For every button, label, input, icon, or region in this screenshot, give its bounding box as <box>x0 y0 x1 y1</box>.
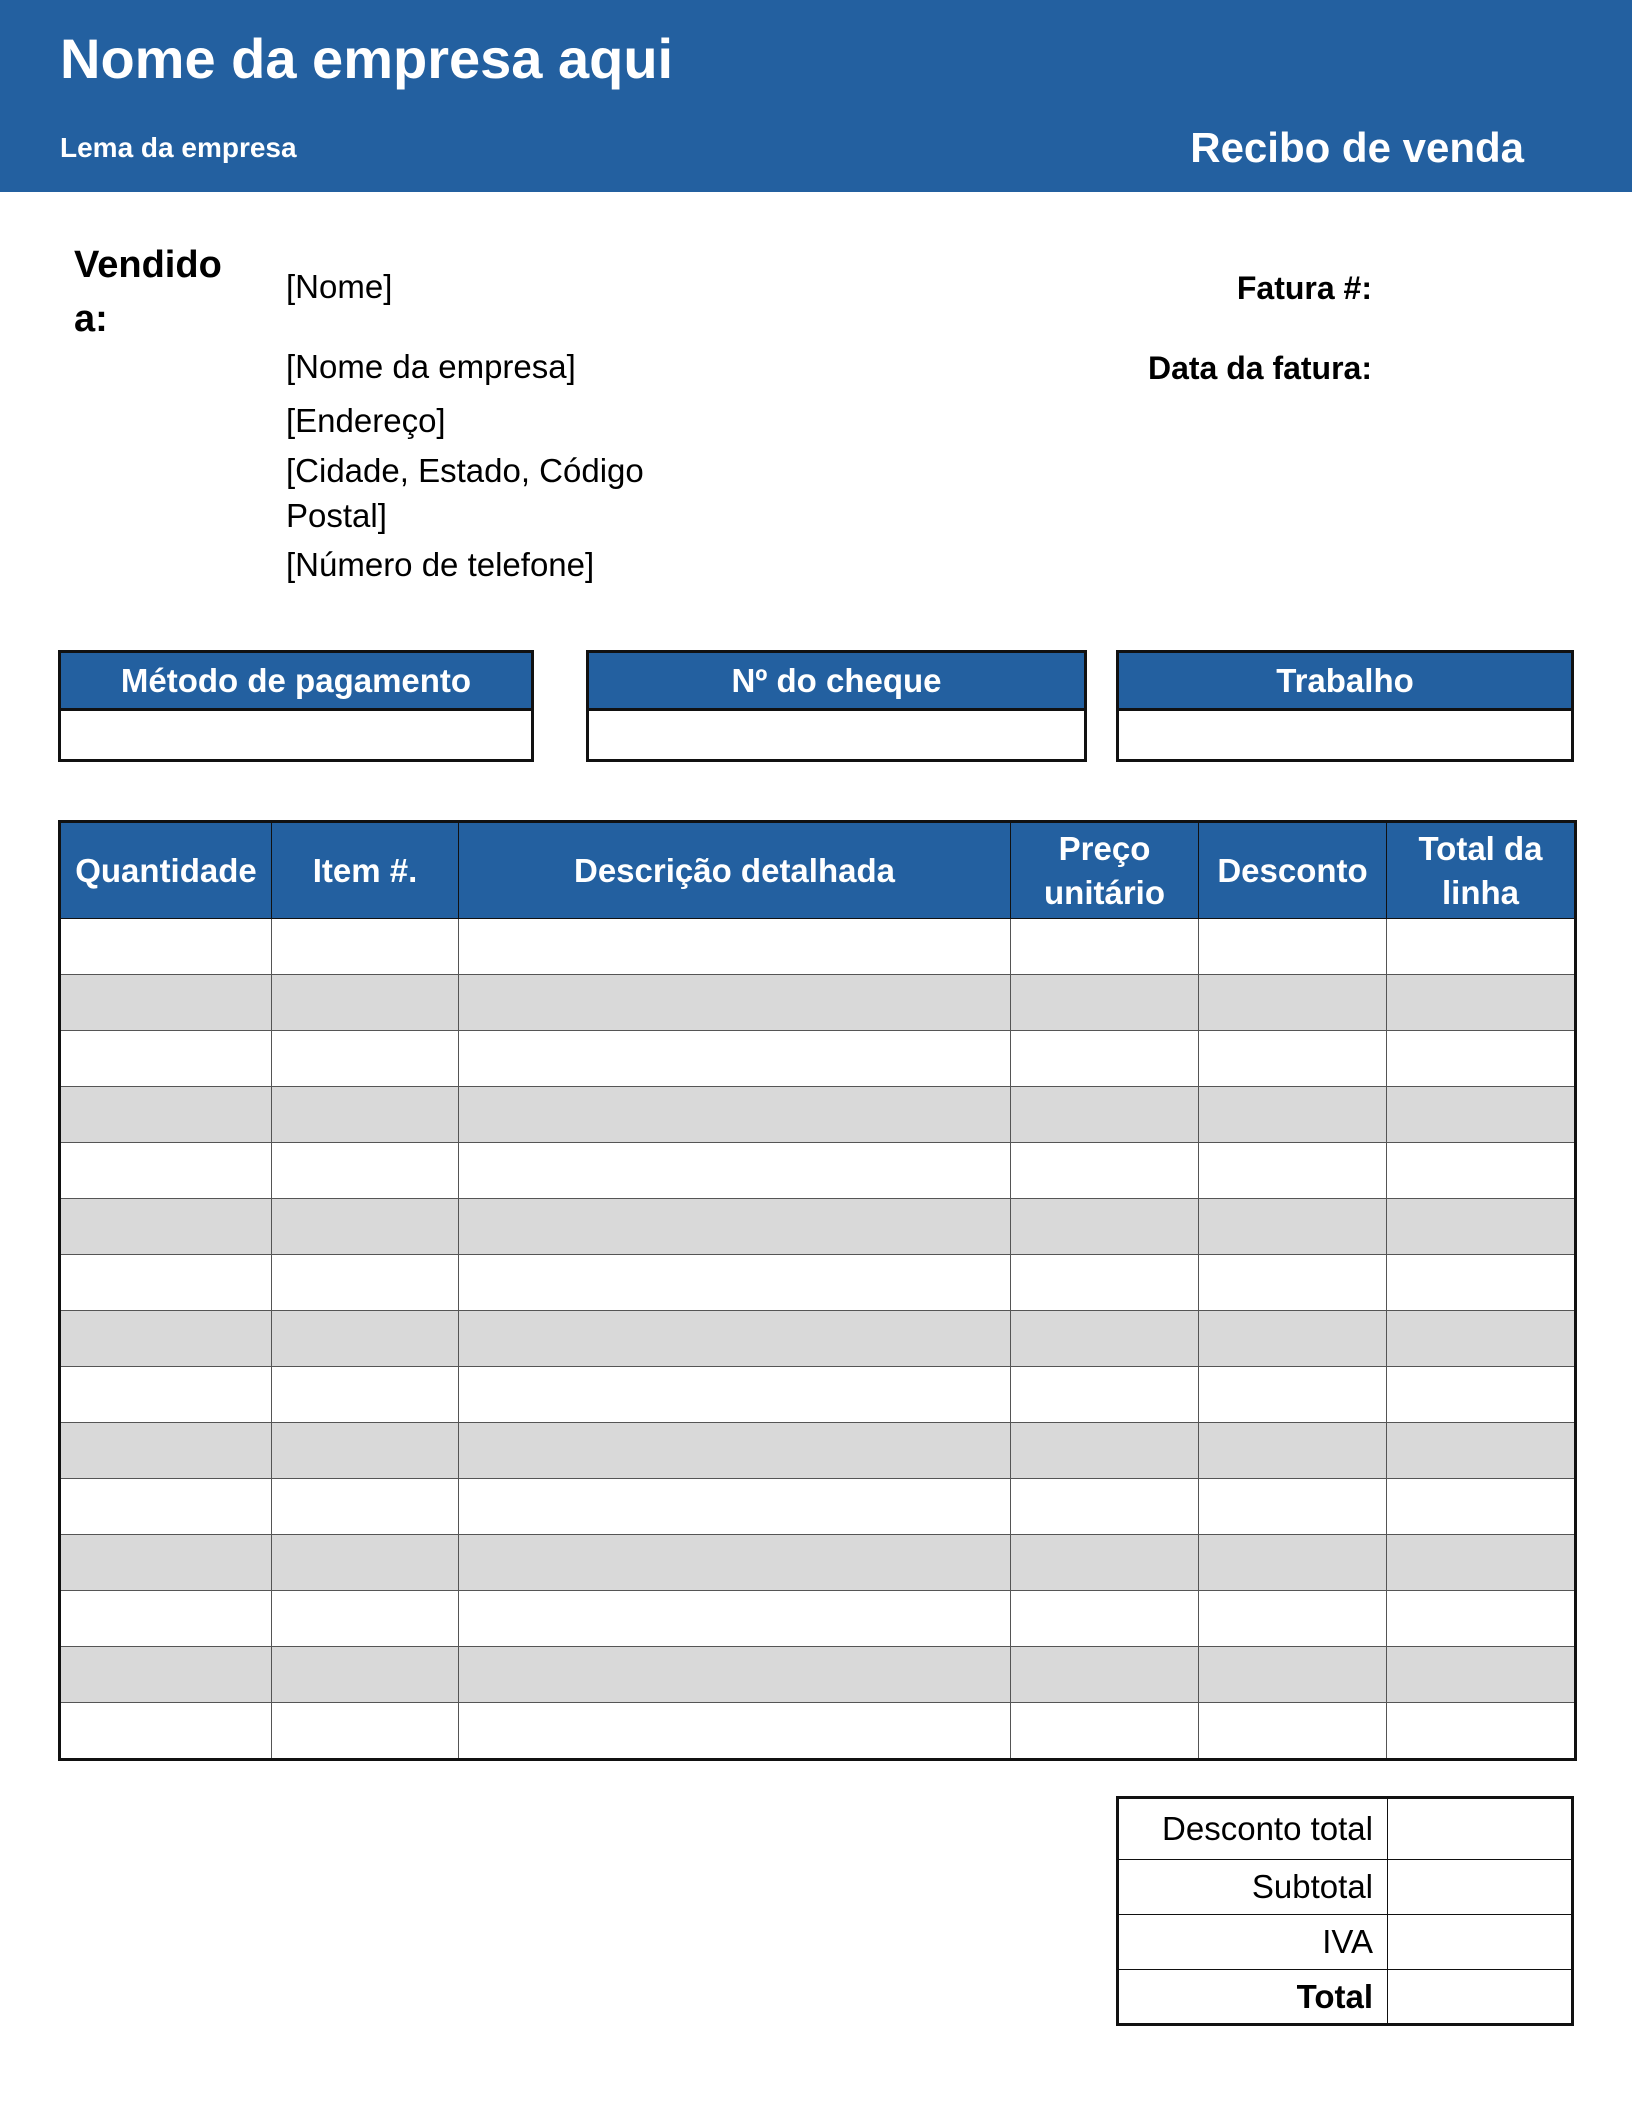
cell-quantity[interactable] <box>60 1591 272 1647</box>
table-row <box>60 975 1576 1031</box>
col-discount: Desconto <box>1199 822 1387 919</box>
cell-unit-price[interactable] <box>1011 1199 1199 1255</box>
subtotal-value[interactable] <box>1388 1860 1573 1915</box>
cell-unit-price[interactable] <box>1011 1087 1199 1143</box>
table-row <box>60 1311 1576 1367</box>
cell-unit-price[interactable] <box>1011 1423 1199 1479</box>
check-number-field[interactable] <box>589 711 1084 762</box>
document-title: Recibo de venda <box>1190 124 1524 171</box>
invoice-date-label: Data da fatura: <box>1147 350 1372 386</box>
table-row <box>60 1255 1576 1311</box>
payment-method-box <box>58 650 534 762</box>
cell-line-total[interactable] <box>1387 975 1576 1031</box>
cell-quantity[interactable] <box>60 1703 272 1760</box>
cell-quantity[interactable] <box>60 975 272 1031</box>
vat-label: IVA <box>1118 1915 1388 1970</box>
items-header-row <box>60 822 1576 919</box>
cell-description[interactable] <box>459 1647 1011 1703</box>
cell-unit-price[interactable] <box>1011 1367 1199 1423</box>
vat-value[interactable] <box>1388 1915 1573 1970</box>
table-row <box>60 1535 1576 1591</box>
cell-line-total[interactable] <box>1387 1367 1576 1423</box>
cell-item-number[interactable] <box>272 1479 459 1535</box>
cell-quantity[interactable] <box>60 1087 272 1143</box>
cell-discount[interactable] <box>1199 1087 1387 1143</box>
table-row <box>60 1087 1576 1143</box>
sold-to-phone[interactable]: [Número de telefone] <box>286 546 595 583</box>
table-row <box>60 1143 1576 1199</box>
cell-quantity[interactable] <box>60 1647 272 1703</box>
cell-quantity[interactable] <box>60 919 272 975</box>
sold-to-address[interactable]: [Endereço] <box>286 402 446 439</box>
company-name: Nome da empresa aqui <box>60 27 674 90</box>
cell-line-total[interactable] <box>1387 1199 1576 1255</box>
company-slogan: Lema da empresa <box>60 132 297 163</box>
cell-item-number[interactable] <box>272 1143 459 1199</box>
cell-quantity[interactable] <box>60 1423 272 1479</box>
cell-quantity[interactable] <box>60 1255 272 1311</box>
sold-to-city-state-zip[interactable]: [Cidade, Estado, Código Postal] <box>286 452 644 534</box>
cell-description[interactable] <box>459 1031 1011 1087</box>
cell-line-total[interactable] <box>1387 1479 1576 1535</box>
col-unit-price: Preço unitário <box>1011 822 1199 919</box>
job-box <box>1116 650 1574 762</box>
cell-discount[interactable] <box>1199 1311 1387 1367</box>
cell-discount[interactable] <box>1199 1647 1387 1703</box>
totals-row <box>1118 1798 1573 1860</box>
cell-description[interactable] <box>459 1087 1011 1143</box>
cell-item-number[interactable] <box>272 1647 459 1703</box>
cell-quantity[interactable] <box>60 1143 272 1199</box>
cell-item-number[interactable] <box>272 1535 459 1591</box>
table-row <box>60 1647 1576 1703</box>
cell-description[interactable] <box>459 1479 1011 1535</box>
totals-table <box>1116 1796 1574 2026</box>
cell-description[interactable] <box>459 919 1011 975</box>
cell-discount[interactable] <box>1199 1535 1387 1591</box>
cell-quantity[interactable] <box>60 1031 272 1087</box>
cell-item-number[interactable] <box>272 1031 459 1087</box>
cell-description[interactable] <box>459 1367 1011 1423</box>
cell-description[interactable] <box>459 1703 1011 1760</box>
subtotal-label: Subtotal <box>1118 1860 1388 1915</box>
cell-unit-price[interactable] <box>1011 1255 1199 1311</box>
cell-unit-price[interactable] <box>1011 975 1199 1031</box>
cell-quantity[interactable] <box>60 1311 272 1367</box>
total-discount-value[interactable] <box>1388 1798 1573 1860</box>
cell-description[interactable] <box>459 1423 1011 1479</box>
header-band <box>0 0 1632 192</box>
cell-line-total[interactable] <box>1387 1647 1576 1703</box>
invoice-number-label: Fatura #: <box>1236 270 1372 306</box>
cell-item-number[interactable] <box>272 1367 459 1423</box>
total-label: Total <box>1118 1970 1388 2025</box>
cell-item-number[interactable] <box>272 1311 459 1367</box>
cell-unit-price[interactable] <box>1011 1591 1199 1647</box>
job-field[interactable] <box>1119 711 1571 762</box>
cell-discount[interactable] <box>1199 1255 1387 1311</box>
cell-line-total[interactable] <box>1387 1703 1576 1760</box>
check-number-header: Nº do cheque <box>589 653 1084 711</box>
cell-item-number[interactable] <box>272 919 459 975</box>
cell-line-total[interactable] <box>1387 1535 1576 1591</box>
cell-unit-price[interactable] <box>1011 1535 1199 1591</box>
table-row <box>60 1703 1576 1760</box>
cell-unit-price[interactable] <box>1011 1031 1199 1087</box>
col-line-total: Total da linha <box>1387 822 1576 919</box>
sold-to-name[interactable]: [Nome] <box>286 268 393 305</box>
totals-row <box>1118 1860 1573 1915</box>
table-row <box>60 1479 1576 1535</box>
cell-item-number[interactable] <box>272 1591 459 1647</box>
cell-line-total[interactable] <box>1387 1311 1576 1367</box>
cell-description[interactable] <box>459 975 1011 1031</box>
cell-line-total[interactable] <box>1387 919 1576 975</box>
cell-quantity[interactable] <box>60 1479 272 1535</box>
payment-method-field[interactable] <box>61 711 531 762</box>
totals-row <box>1118 1970 1573 2025</box>
table-row <box>60 1031 1576 1087</box>
cell-discount[interactable] <box>1199 975 1387 1031</box>
items-table <box>58 820 1577 1761</box>
table-row <box>60 1199 1576 1255</box>
cell-line-total[interactable] <box>1387 1423 1576 1479</box>
cell-line-total[interactable] <box>1387 1255 1576 1311</box>
cell-unit-price[interactable] <box>1011 1703 1199 1760</box>
total-value[interactable] <box>1388 1970 1573 2025</box>
cell-item-number[interactable] <box>272 1255 459 1311</box>
totals-row <box>1118 1915 1573 1970</box>
cell-line-total[interactable] <box>1387 1591 1576 1647</box>
col-description: Descrição detalhada <box>459 822 1011 919</box>
cell-quantity[interactable] <box>60 1367 272 1423</box>
cell-line-total[interactable] <box>1387 1031 1576 1087</box>
table-row <box>60 919 1576 975</box>
cell-item-number[interactable] <box>272 975 459 1031</box>
cell-discount[interactable] <box>1199 1143 1387 1199</box>
cell-item-number[interactable] <box>272 1087 459 1143</box>
job-header: Trabalho <box>1119 653 1571 711</box>
cell-description[interactable] <box>459 1311 1011 1367</box>
sold-to-label: Vendido a: <box>74 244 222 340</box>
cell-unit-price[interactable] <box>1011 919 1199 975</box>
table-row <box>60 1423 1576 1479</box>
col-item-number: Item #. <box>272 822 459 919</box>
table-row <box>60 1367 1576 1423</box>
cell-discount[interactable] <box>1199 1423 1387 1479</box>
col-quantity: Quantidade <box>60 822 272 919</box>
payment-method-header: Método de pagamento <box>61 653 531 711</box>
cell-item-number[interactable] <box>272 1703 459 1760</box>
cell-discount[interactable] <box>1199 1367 1387 1423</box>
cell-discount[interactable] <box>1199 1479 1387 1535</box>
cell-unit-price[interactable] <box>1011 1647 1199 1703</box>
cell-description[interactable] <box>459 1535 1011 1591</box>
cell-description[interactable] <box>459 1199 1011 1255</box>
cell-description[interactable] <box>459 1255 1011 1311</box>
cell-quantity[interactable] <box>60 1199 272 1255</box>
cell-discount[interactable] <box>1199 1591 1387 1647</box>
cell-unit-price[interactable] <box>1011 1479 1199 1535</box>
cell-quantity[interactable] <box>60 1535 272 1591</box>
check-number-box <box>586 650 1087 762</box>
cell-item-number[interactable] <box>272 1199 459 1255</box>
cell-description[interactable] <box>459 1591 1011 1647</box>
cell-line-total[interactable] <box>1387 1143 1576 1199</box>
cell-description[interactable] <box>459 1143 1011 1199</box>
cell-discount[interactable] <box>1199 1199 1387 1255</box>
cell-unit-price[interactable] <box>1011 1311 1199 1367</box>
total-discount-label: Desconto total <box>1118 1798 1388 1860</box>
sold-to-company[interactable]: [Nome da empresa] <box>286 348 576 385</box>
items-body <box>60 919 1576 1760</box>
cell-discount[interactable] <box>1199 1703 1387 1760</box>
cell-line-total[interactable] <box>1387 1087 1576 1143</box>
cell-discount[interactable] <box>1199 919 1387 975</box>
cell-item-number[interactable] <box>272 1423 459 1479</box>
cell-discount[interactable] <box>1199 1031 1387 1087</box>
cell-unit-price[interactable] <box>1011 1143 1199 1199</box>
table-row <box>60 1591 1576 1647</box>
